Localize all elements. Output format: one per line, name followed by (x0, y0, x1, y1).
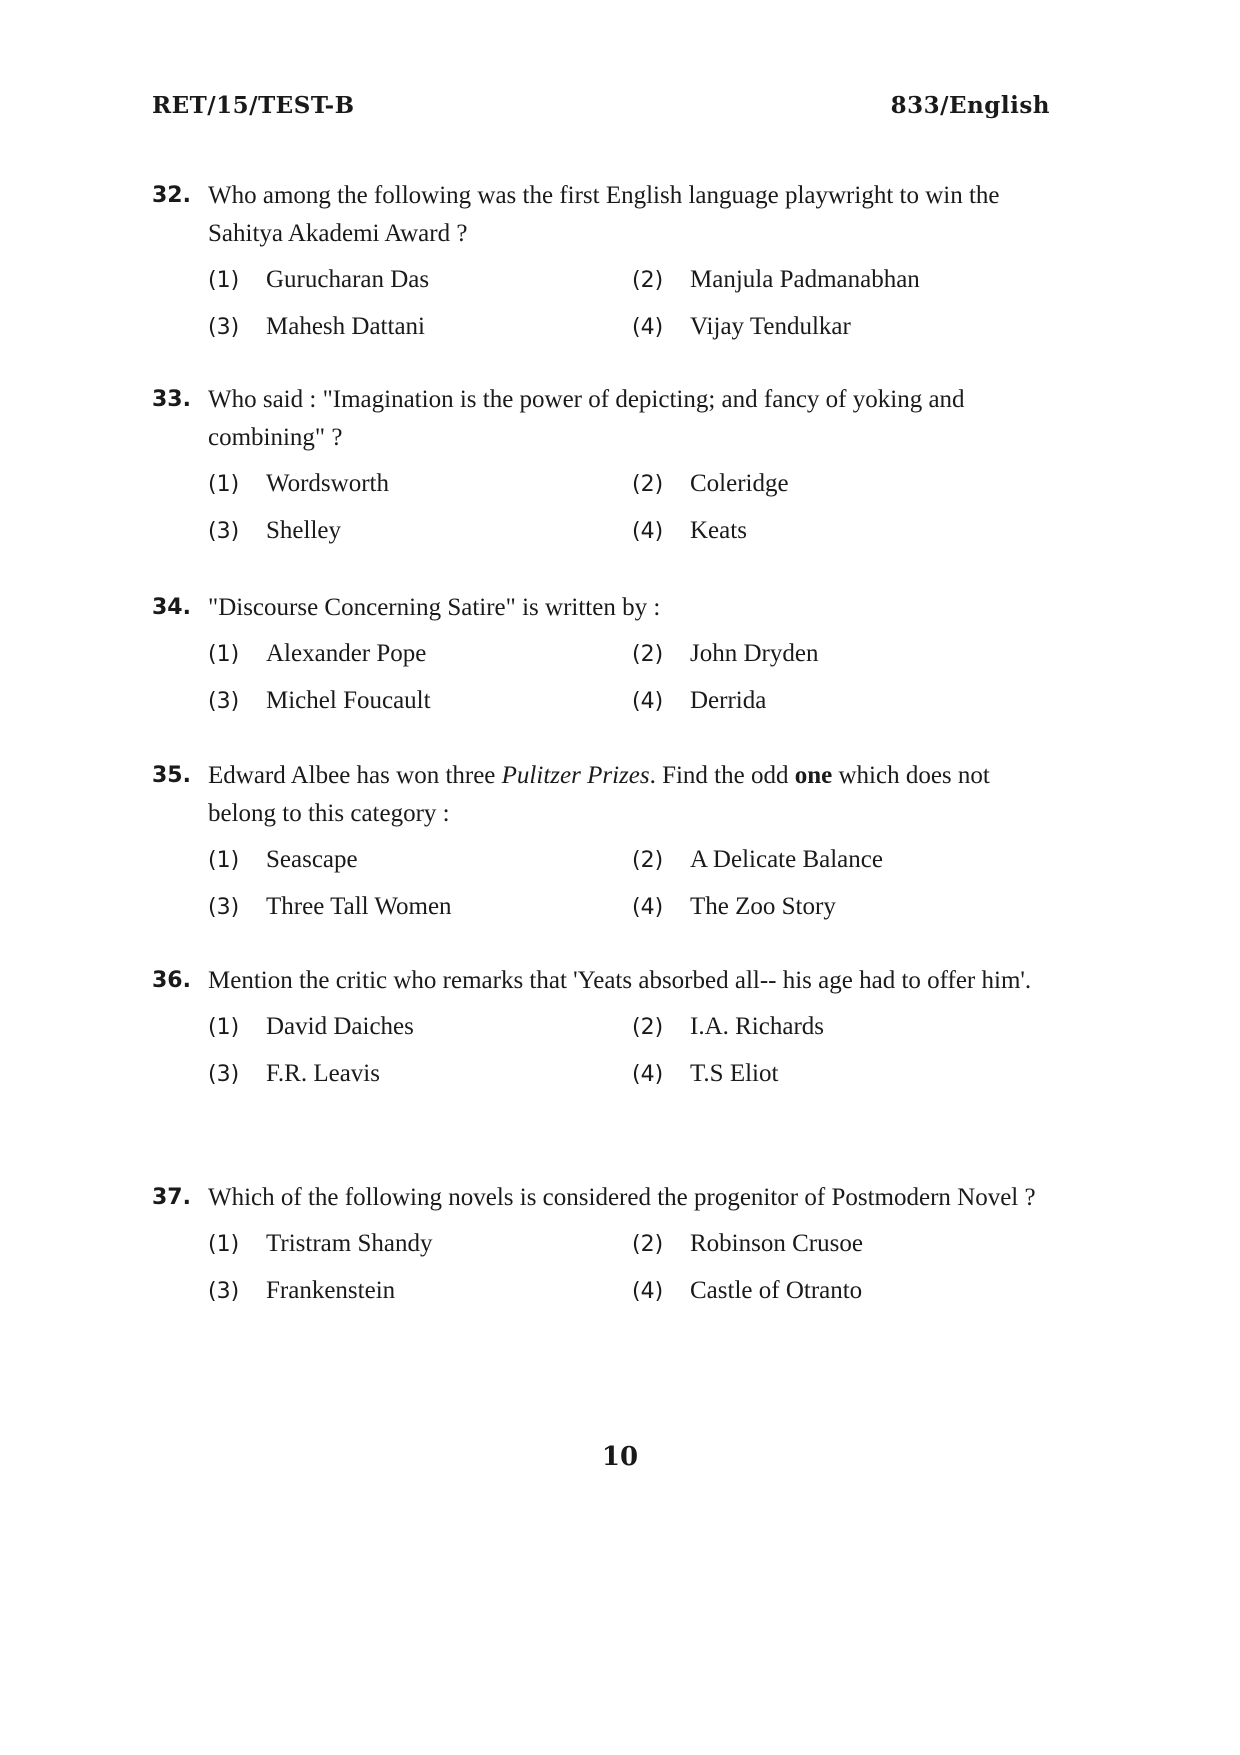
question-number: 35. (152, 763, 191, 788)
question-number: 33. (152, 387, 191, 412)
option-text: Keats (690, 517, 747, 544)
option-number: (1) (208, 1232, 240, 1257)
question-34 (152, 589, 1057, 721)
option-2[interactable] (632, 261, 1052, 300)
option-4[interactable] (632, 512, 1052, 551)
question-number: 37. (152, 1185, 191, 1210)
option-3[interactable] (208, 1055, 632, 1094)
option-text: Tristram Shandy (266, 1230, 433, 1257)
option-text: Castle of Otranto (690, 1277, 863, 1304)
option-2[interactable] (632, 1008, 1052, 1047)
question-text (208, 757, 1057, 833)
option-text: Mahesh Dattani (266, 313, 425, 340)
option-number: (3) (208, 1062, 240, 1087)
question-text-italic: Pulitzer Prizes (501, 762, 650, 789)
option-number: (3) (208, 1279, 240, 1304)
option-text: I.A. Richards (690, 1013, 824, 1040)
options-list (208, 1008, 1057, 1094)
question-text-part: . Find the odd (649, 762, 795, 789)
options-list (208, 841, 1057, 927)
option-number: (1) (208, 268, 240, 293)
option-text: Manjula Padmanabhan (690, 266, 920, 293)
option-number: (2) (632, 1232, 664, 1257)
option-number: (1) (208, 642, 240, 667)
options-list (208, 465, 1057, 551)
option-text: A Delicate Balance (690, 846, 883, 873)
option-text: Seascape (266, 846, 358, 873)
option-text: Shelley (266, 517, 341, 544)
option-2[interactable] (632, 841, 1052, 880)
option-4[interactable] (632, 308, 1052, 347)
option-text: F.R. Leavis (266, 1060, 380, 1087)
exam-code: RET/15/TEST-B (152, 92, 355, 119)
option-text: David Daiches (266, 1013, 414, 1040)
option-number: (1) (208, 472, 240, 497)
question-32 (152, 177, 1057, 347)
option-text: Robinson Crusoe (690, 1230, 863, 1257)
option-1[interactable] (208, 635, 632, 674)
option-text: John Dryden (690, 640, 819, 667)
option-number: (2) (632, 472, 664, 497)
option-number: (3) (208, 689, 240, 714)
option-1[interactable] (208, 1008, 632, 1047)
option-text: Vijay Tendulkar (690, 313, 851, 340)
option-number: (2) (632, 1015, 664, 1040)
question-text: Which of the following novels is considered the progenitor of Postmodern Novel ? (208, 1184, 1036, 1211)
option-number: (4) (632, 689, 664, 714)
question-33 (152, 381, 1057, 551)
option-text: Michel Foucault (266, 687, 431, 714)
option-number: (4) (632, 1279, 664, 1304)
question-text: Who among the following was the first English language playwright to win the Sahitya Akademi Award ? (208, 182, 1000, 247)
question-text-part: which does not belong to this category : (208, 762, 990, 827)
question-text-part: Edward Albee has won three (208, 762, 502, 789)
option-3[interactable] (208, 682, 632, 721)
question-text: "Discourse Concerning Satire" is written by : (208, 594, 661, 621)
option-2[interactable] (632, 465, 1052, 504)
options-list (208, 1225, 1057, 1311)
question-text: Mention the critic who remarks that 'Yeats absorbed all-- his age had to offer him'. (208, 967, 1032, 994)
option-text: Frankenstein (266, 1277, 396, 1304)
option-number: (4) (632, 315, 664, 340)
question-number: 32. (152, 183, 191, 208)
option-4[interactable] (632, 888, 1052, 927)
question-number: 36. (152, 968, 191, 993)
option-number: (2) (632, 848, 664, 873)
option-number: (1) (208, 848, 240, 873)
option-3[interactable] (208, 512, 632, 551)
option-1[interactable] (208, 1225, 632, 1264)
question-36 (152, 962, 1057, 1094)
option-4[interactable] (632, 1272, 1052, 1311)
option-2[interactable] (632, 1225, 1052, 1264)
option-text: Three Tall Women (266, 893, 452, 920)
option-number: (3) (208, 519, 240, 544)
question-text: Who said : "Imagination is the power of depicting; and fancy of yoking and combining" ? (208, 386, 965, 451)
question-text-bold: one (794, 762, 833, 789)
option-number: (4) (632, 1062, 664, 1087)
option-3[interactable] (208, 308, 632, 347)
page-number: 10 (601, 1442, 639, 1472)
option-3[interactable] (208, 1272, 632, 1311)
subject-code: 833/English (890, 92, 1050, 119)
options-list (208, 635, 1057, 721)
option-number: (4) (632, 519, 664, 544)
option-1[interactable] (208, 465, 632, 504)
option-text: Gurucharan Das (266, 266, 430, 293)
question-number: 34. (152, 595, 191, 620)
option-number: (4) (632, 895, 664, 920)
option-text: The Zoo Story (690, 893, 836, 920)
option-number: (2) (632, 642, 664, 667)
option-number: (2) (632, 268, 664, 293)
option-4[interactable] (632, 1055, 1052, 1094)
question-37 (152, 1179, 1057, 1311)
option-text: Coleridge (690, 470, 789, 497)
option-4[interactable] (632, 682, 1052, 721)
option-3[interactable] (208, 888, 632, 927)
question-35 (152, 757, 1057, 927)
option-number: (3) (208, 895, 240, 920)
option-number: (3) (208, 315, 240, 340)
option-text: Derrida (690, 687, 767, 714)
options-list (208, 261, 1057, 347)
option-text: Wordsworth (266, 470, 389, 497)
option-1[interactable] (208, 261, 632, 300)
option-2[interactable] (632, 635, 1052, 674)
option-1[interactable] (208, 841, 632, 880)
option-number: (1) (208, 1015, 240, 1040)
option-text: T.S Eliot (690, 1060, 779, 1087)
option-text: Alexander Pope (266, 640, 427, 667)
